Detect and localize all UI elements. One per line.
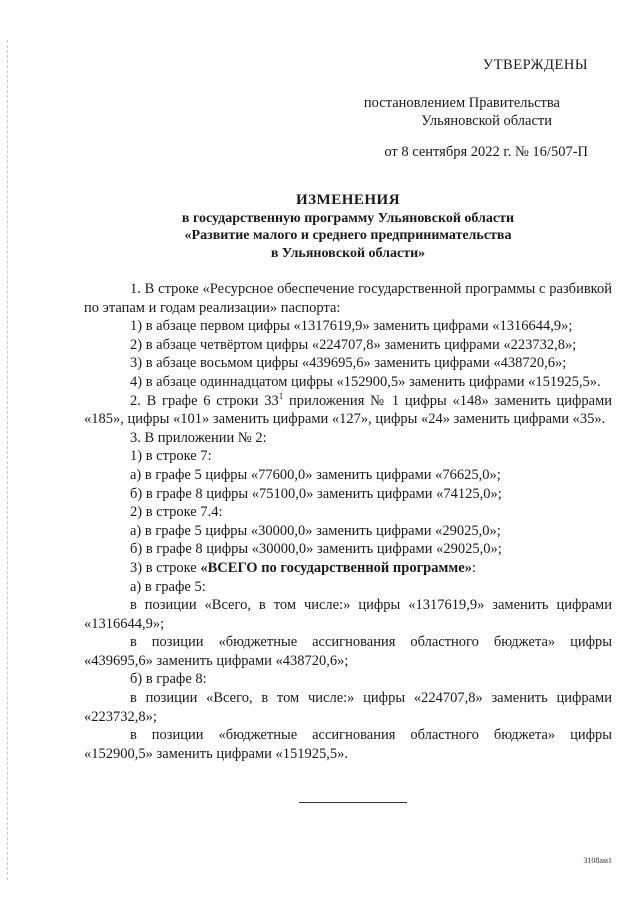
- scan-edge-line: [7, 40, 8, 880]
- paragraph-1-2: 2) в абзаце четвёртом цифры «224707,8» заменить цифрами «223732,8»;: [130, 336, 577, 353]
- approval-label: УТВЕРЖДЕНЫ: [482, 57, 588, 73]
- paragraph-3-3-b: б) в графе 8:: [130, 671, 207, 688]
- heading-line2: «Развитие малого и среднего предпринимательства: [184, 228, 512, 243]
- approval-by-line2: Ульяновской области: [421, 113, 552, 129]
- paragraph-3: 3. В приложении № 2:: [130, 429, 267, 446]
- paragraph-3-1-a: а) в графе 5 цифры «77600,0» заменить цифрами «76625,0»;: [130, 466, 501, 483]
- paragraph-3-3-a-1: в позиции «Всего, в том числе:» цифры «1317619,9» заменить цифрами «1316644,9»;: [84, 597, 612, 632]
- paragraph-2-end: приложения № 1 цифры «148» заменить цифрами «185», цифры «101» заменить цифрами «127», цифры «24» заменить цифрами «35».: [84, 392, 612, 428]
- paragraph-2-start: 2. В графе 6 строки 33: [130, 392, 279, 409]
- paragraph-1-3: 3) в абзаце восьмом цифры «439695,6» заменить цифрами «438720,6»;: [130, 355, 567, 372]
- paragraph-2-superscript: 1: [278, 390, 284, 401]
- document-heading: [84, 192, 612, 262]
- paragraph-3-1: 1) в строке 7:: [130, 448, 212, 465]
- paragraph-3-3: [84, 559, 612, 578]
- paragraph-3-3-b-2: в позиции «бюджетные ассигнования областного бюджета» цифры «152900,5» заменить цифрами «151925,5».: [84, 727, 612, 762]
- paragraph-3-3-b-1: в позиции «Всего, в том числе:» цифры «224707,8» заменить цифрами «223732,8»;: [84, 690, 612, 725]
- paragraph-3-3-prefix: 3) в строке: [130, 559, 201, 576]
- footer-code: 3108ам1: [583, 856, 612, 865]
- closing-divider: [299, 802, 407, 803]
- heading-line3: в Ульяновской области»: [270, 245, 426, 261]
- document-body: [84, 280, 612, 763]
- paragraph-3-2: 2) в строке 7.4:: [130, 504, 223, 521]
- paragraph-3-3-bold: «ВСЕГО по государственной программе»: [200, 559, 472, 576]
- paragraph-3-3-a: а) в графе 5:: [130, 578, 206, 595]
- heading-title: ИЗМЕНЕНИЯ: [295, 192, 401, 208]
- approval-by-line1: постановлением Правительства: [363, 95, 560, 111]
- paragraph-3-2-b: б) в графе 8 цифры «30000,0» заменить цифрами «29025,0»;: [130, 541, 502, 558]
- approval-date: от 8 сентября 2022 г. № 16/507-П: [384, 144, 588, 160]
- paragraph-1: 1. В строке «Ресурсное обеспечение государственной программы с разбивкой по этапам и годам реализации» паспорта:: [84, 281, 612, 316]
- paragraph-3-1-b: б) в графе 8 цифры «75100,0» заменить цифрами «74125,0»;: [130, 485, 502, 502]
- paragraph-3-3-a-2: в позиции «бюджетные ассигнования областного бюджета» цифры «439695,6» заменить цифрами «438720,6»;: [84, 634, 612, 669]
- paragraph-1-4: 4) в абзаце одиннадцатом цифры «152900,5» заменить цифрами «151925,5».: [130, 373, 601, 390]
- paragraph-3-3-suffix: :: [471, 559, 476, 576]
- heading-line1: в государственную программу Ульяновской области: [181, 210, 515, 226]
- paragraph-1-1: 1) в абзаце первом цифры «1317619,9» заменить цифрами «1316644,9»;: [130, 318, 573, 335]
- paragraph-2: [84, 392, 612, 429]
- paragraph-3-2-a: а) в графе 5 цифры «30000,0» заменить цифрами «29025,0»;: [130, 522, 501, 539]
